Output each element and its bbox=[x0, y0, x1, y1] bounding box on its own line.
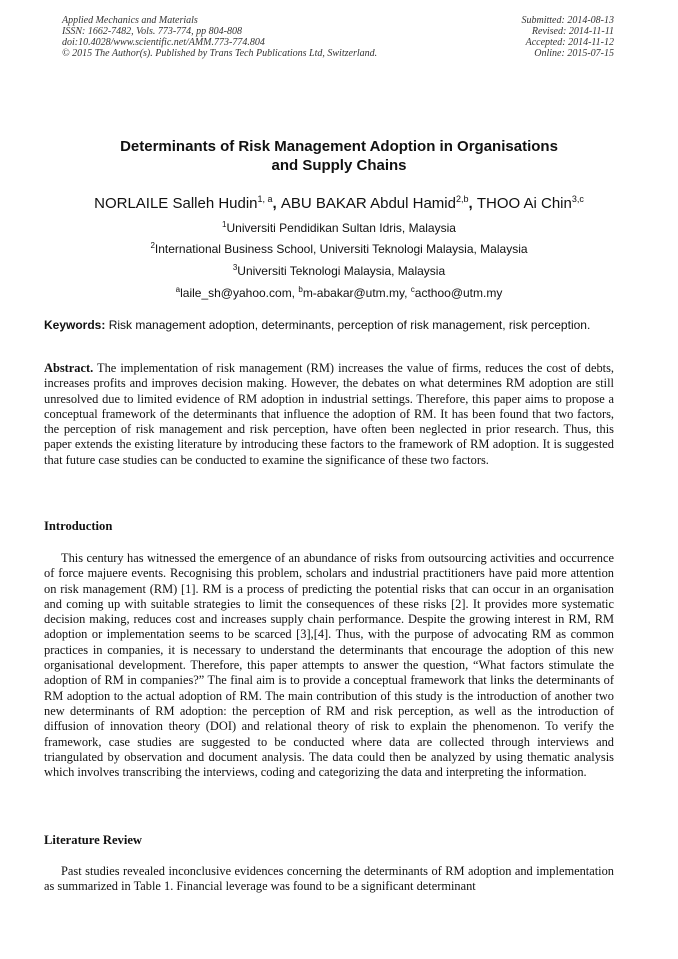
affiliation-text: Universiti Teknologi Malaysia, Malaysia bbox=[237, 264, 446, 278]
journal-name: Applied Mechanics and Materials bbox=[62, 15, 198, 26]
abstract bbox=[44, 361, 614, 468]
keywords bbox=[44, 318, 614, 333]
affiliation-mark: 3 bbox=[232, 263, 238, 272]
revised-date: Revised: 2014-11-11 bbox=[531, 26, 614, 37]
copyright-line: © 2015 The Author(s). Published by Trans Tech Publications Ltd, Switzerland. bbox=[62, 48, 378, 59]
affiliation-text: International Business School, Universiti Teknologi Malaysia, Malaysia bbox=[154, 242, 528, 256]
author-name: NORLAILE Salleh Hudin bbox=[94, 195, 258, 212]
accepted-date: Accepted: 2014-11-12 bbox=[525, 37, 614, 48]
author-affiliation-mark: 2,b bbox=[455, 194, 469, 204]
abstract-text: The implementation of risk management (RM) increases the value of firms, reduces the cost of debts, increases profits and improves decision making. However, the debates on what determines RM adoption are still unresolved due to limited evidence of RM adoption in industrial settings. Therefore, this paper aims to propose a conceptual framework of the determinants that influence the adoption of RM. It has been found that two factors, the perception of risk management and risk perception, have often been neglected in prior research. Thus, this paper extends the existing literature by introducing these factors to the framework of RM adoption. It is suggested that future case studies can be conducted to examine the significance of these two factors. bbox=[44, 361, 614, 467]
email-mark: c bbox=[410, 285, 415, 294]
affiliation bbox=[0, 264, 678, 278]
journal-header-left bbox=[62, 15, 377, 59]
issn-line: ISSN: 1662-7482, Vols. 773-774, pp 804-808 bbox=[62, 26, 242, 37]
introduction-text: This century has witnessed the emergence of an abundance of risks from outsourcing activities and occurrence of force majuere events. Recognising this problem, scholars and industrial practitioners have paid more attention on risk management (RM) [1]. RM is a process of predicting the potential risks that can occur in an organisation and coming up with suitable strategies to limit the consequences of these risks [2]. It provides more systematic decision making, reduces cost and increases supply chain performance. Despite the growing interest in RM, RM adoption or implementation seems to be scarced [3],[4]. Thus, with the purpose of advocating RM as common practices in companies, it is necessary to understand the determinants that encourage the adoption of this new organisational development. Therefore, this paper attempts to answer the question, “What factors stimulate the adoption of RM in companies?” The final aim is to provide a conceptual framework that links the determinants of RM adoption to the actual adoption of RM. The main contribution of this study is the introduction of another two new determinants of RM adoption: the perception of RM and risk perception, as well as the introduction of diffusion of innovation theory (DOI) and relational theory of risk to explain the phenomenon. To verify the framework, case studies are suggested to be conducted where data are collected through interviews and triangulated by observation and document analysis. The data could then be analyzed by using thematic analysis which involves transcribing the interviews, coding and categorizing the data and interpreting the information. bbox=[44, 551, 614, 780]
journal-header-right bbox=[522, 15, 615, 59]
affiliation-mark: 2 bbox=[150, 241, 155, 250]
introduction-heading: Introduction bbox=[44, 519, 113, 533]
affiliation bbox=[0, 242, 678, 256]
keywords-label: Keywords: bbox=[44, 318, 106, 332]
title-line-2: and Supply Chains bbox=[271, 157, 407, 174]
online-date: Online: 2015-07-15 bbox=[534, 48, 614, 59]
author-separator: , bbox=[272, 195, 281, 212]
author-affiliation-mark: 1, a bbox=[257, 194, 273, 204]
author-separator: , bbox=[468, 195, 477, 212]
affiliation-text: Universiti Pendidikan Sultan Idris, Malaysia bbox=[226, 221, 456, 235]
email-address: acthoo@utm.my bbox=[414, 286, 503, 300]
keywords-text: Risk management adoption, determinants, perception of risk management, risk perception. bbox=[108, 318, 591, 332]
abstract-label: Abstract. bbox=[44, 361, 94, 375]
author-list bbox=[0, 194, 678, 214]
email-address: m-abakar@utm.my, bbox=[302, 286, 411, 300]
title-line-1: Determinants of Risk Management Adoption in Organisations bbox=[120, 138, 558, 155]
submitted-date: Submitted: 2014-08-13 bbox=[521, 15, 614, 26]
doi-line: doi:10.4028/www.scientific.net/AMM.773-774.804 bbox=[62, 37, 265, 48]
email-list bbox=[0, 286, 678, 300]
affiliation-mark: 1 bbox=[222, 220, 227, 229]
literature-review-text: Past studies revealed inconclusive evidences concerning the determinants of RM adoption and implementation as summarized in Table 1. Financial leverage was found to be a significant determinant bbox=[44, 864, 614, 894]
literature-review-heading: Literature Review bbox=[44, 833, 143, 847]
email-address: laile_sh@yahoo.com, bbox=[180, 286, 299, 300]
paper-title bbox=[0, 137, 678, 175]
email-mark: a bbox=[175, 285, 181, 294]
affiliation bbox=[0, 221, 678, 235]
author-name: ABU BAKAR Abdul Hamid bbox=[280, 195, 456, 212]
email-mark: b bbox=[298, 285, 303, 294]
author-name: THOO Ai Chin bbox=[476, 195, 572, 212]
author-affiliation-mark: 3,c bbox=[571, 194, 584, 204]
